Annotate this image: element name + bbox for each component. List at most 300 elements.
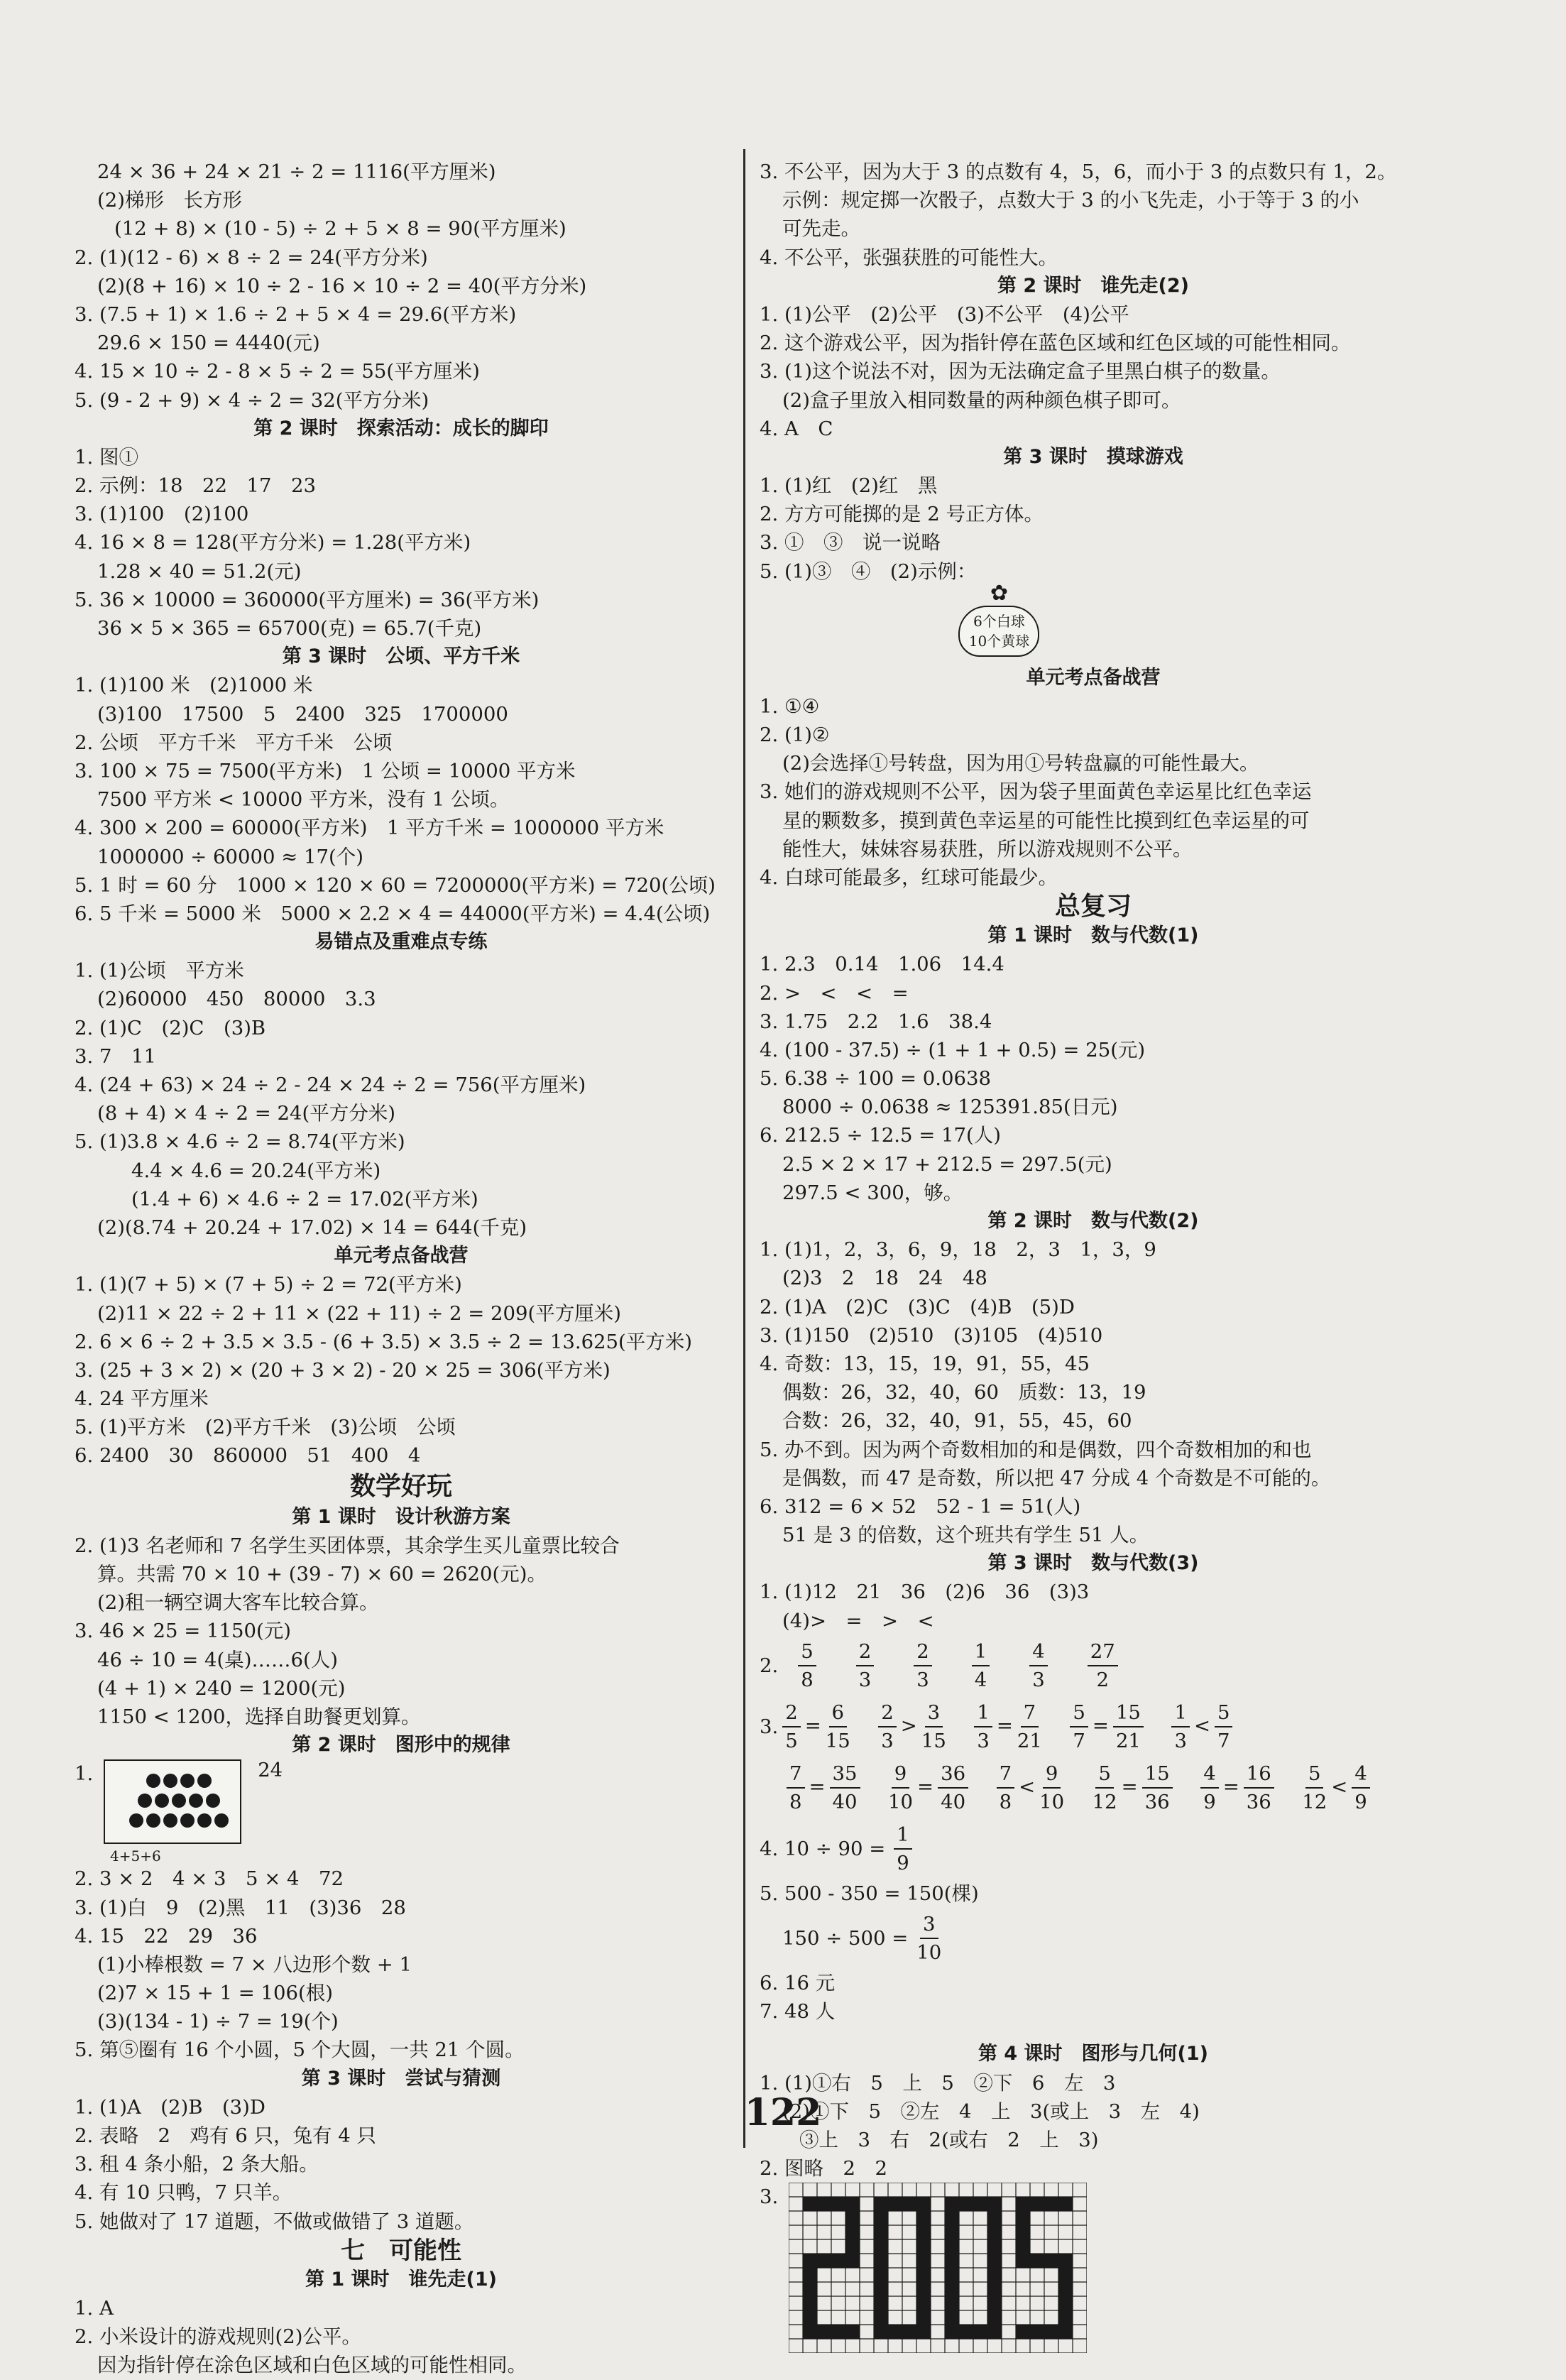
numerator: 27 — [1088, 1638, 1118, 1666]
filled-cell — [987, 2268, 1002, 2282]
answer-line: (2)60000 450 80000 3.3 — [97, 988, 376, 1011]
lesson-heading: 第 2 课时 探索活动：成长的脚印 — [253, 417, 549, 440]
answer-line: 3. ① ③ 说一说略 — [760, 531, 941, 555]
chapter-title: 总复习 — [1054, 892, 1132, 922]
answer-line: (2)①下 5 ②左 4 上 3(或上 3 左 4) — [782, 2100, 1200, 2123]
answer-line: 1. (1)12 21 36 (2)6 36 (3)3 — [760, 1581, 1090, 1604]
answer-line: 1. 2.3 0.14 1.06 14.4 — [760, 953, 1004, 976]
numerator: 7 — [997, 1760, 1015, 1789]
answer-line: (2)(8.74 + 20.24 + 17.02) × 14 = 644(千克) — [97, 1216, 527, 1239]
answer-line: 3. (25 + 3 × 2) × (20 + 3 × 2) - 20 × 25 = 306(平方米) — [75, 1358, 610, 1382]
numerator: 1 — [1171, 1699, 1190, 1727]
denominator: 15 — [825, 1729, 850, 1752]
filled-cell — [831, 2325, 845, 2339]
dot — [214, 1813, 229, 1828]
answer-line: (2)3 2 18 24 48 — [782, 1267, 987, 1290]
answer-line: 4. 10 ÷ 90 = — [760, 1837, 886, 1860]
left-column — [75, 158, 728, 2380]
answer-line: 24 × 36 + 24 × 21 ÷ 2 = 1116(平方厘米) — [97, 160, 496, 183]
numerator: 5 — [1305, 1760, 1324, 1789]
answer-line: (2)会选择①号转盘，因为用①号转盘赢的可能性最大。 — [782, 752, 1259, 775]
answer-line: (2)11 × 22 ÷ 2 + 11 × (22 + 11) ÷ 2 = 209(平方厘米) — [97, 1301, 621, 1325]
numerator: 15 — [1113, 1699, 1144, 1727]
denominator: 10 — [1039, 1790, 1065, 1813]
filled-cell — [1058, 2268, 1073, 2282]
filled-cell — [1030, 2197, 1044, 2211]
numerator: 35 — [830, 1760, 860, 1789]
fraction — [1113, 1699, 1144, 1754]
answer-line: 1. (1)①右 5 上 5 ②下 6 左 3 — [760, 2071, 1116, 2095]
answer-line: 2. 方方可能掷的是 2 号正方体。 — [760, 503, 1044, 526]
fraction — [916, 1911, 941, 1966]
denominator: 36 — [1144, 1790, 1170, 1813]
fraction-row-q2 — [760, 1635, 1427, 1696]
filled-cell — [1044, 2325, 1058, 2339]
fraction — [826, 1699, 850, 1754]
fraction-row-q3a — [760, 1696, 1427, 1757]
answer-line: 3. (1)150 (2)510 (3)105 (4)510 — [760, 1323, 1103, 1347]
answer-line: 5. 6.38 ÷ 100 = 0.0638 — [760, 1067, 991, 1091]
filled-cell — [945, 2325, 959, 2339]
answer-line: 能性大，妹妹容易获胜，所以游戏规则不公平。 — [782, 837, 1193, 861]
lesson-heading: 第 2 课时 数与代数(2) — [987, 1210, 1199, 1232]
answer-line: (3)100 17500 5 2400 325 1700000 — [97, 702, 508, 726]
answer-line: 星的颗数多，摸到黄色幸运星的可能性比摸到红色幸运星的可 — [782, 809, 1310, 832]
dot — [163, 1774, 177, 1788]
answer-line: 4. A C — [760, 417, 833, 440]
figure-caption: 4+5+6 — [110, 1847, 161, 1865]
answer-line: 7. 48 人 — [760, 2000, 836, 2024]
spacer — [760, 643, 1427, 664]
numerator: 4 — [1029, 1638, 1048, 1666]
filled-cell — [1044, 2197, 1058, 2211]
filled-cell — [987, 2282, 1002, 2296]
answer-line: 2. — [760, 1654, 779, 1677]
denominator: 3 — [1174, 1729, 1187, 1752]
answer-line: 2. (1)C (2)C (3)B — [75, 1016, 266, 1039]
answer-line: 2. (1)3 名老师和 7 名学生买团体票，其余学生买儿童票比较合 — [75, 1534, 620, 1557]
answer-line: 3. 100 × 75 = 7500(平方米) 1 公顷 = 10000 平方米 — [75, 759, 576, 782]
filled-cell — [1016, 2239, 1030, 2254]
dot — [180, 1813, 195, 1828]
dot — [197, 1813, 212, 1828]
answer-line: 6. 16 元 — [760, 1972, 836, 1994]
lesson-heading: 第 2 课时 谁先走(2) — [997, 274, 1190, 297]
filled-cell — [803, 2282, 817, 2296]
section-heading: 单元考点备战营 — [334, 1245, 469, 1267]
denominator: 7 — [1073, 1729, 1085, 1752]
fraction — [914, 1638, 932, 1693]
spacer — [760, 2026, 1427, 2040]
fraction-operator: = — [1121, 1775, 1138, 1798]
column-divider — [743, 149, 745, 2148]
fraction — [830, 1760, 860, 1816]
numerator: 1 — [894, 1821, 912, 1850]
filled-cell — [874, 2254, 888, 2268]
denominator: 3 — [858, 1668, 872, 1691]
lesson-heading: 第 3 课时 摸球游戏 — [1003, 445, 1183, 468]
filled-cell — [1030, 2254, 1044, 2268]
denominator: 40 — [832, 1790, 858, 1813]
filled-cell — [945, 2239, 959, 2254]
filled-cell — [902, 2197, 916, 2211]
fraction — [894, 1821, 912, 1877]
filled-cell — [803, 2197, 817, 2211]
lesson-heading: 第 3 课时 数与代数(3) — [987, 1552, 1199, 1575]
answer-line: 2. 示例：18 22 17 23 — [75, 474, 316, 498]
answer-line: 4. 白球可能最多，红球可能最少。 — [760, 866, 1058, 889]
lesson-heading: 第 1 课时 数与代数(1) — [987, 924, 1199, 947]
answer-line: (2)盒子里放入相同数量的两种颜色棋子即可。 — [782, 388, 1181, 412]
denominator: 12 — [1302, 1790, 1327, 1813]
answer-line: 是偶数，而 47 是奇数，所以把 47 分成 4 个奇数是不可能的。 — [782, 1466, 1331, 1490]
numerator: 4 — [1352, 1760, 1370, 1789]
denominator: 3 — [1032, 1668, 1045, 1691]
filled-cell — [817, 2254, 831, 2268]
numerator: 9 — [1043, 1760, 1061, 1789]
answer-line: 2. 表略 2 鸡有 6 只，兔有 4 只 — [75, 2124, 376, 2147]
filled-cell — [973, 2325, 987, 2339]
filled-cell — [874, 2282, 888, 2296]
answer-line: 4. 15 22 29 36 — [75, 1924, 258, 1948]
numerator: 1 — [974, 1699, 992, 1727]
filled-cell — [1058, 2296, 1073, 2310]
denominator: 9 — [1354, 1790, 1367, 1813]
dot — [197, 1774, 212, 1788]
fraction-operator — [1148, 1714, 1168, 1737]
answer-line: 4. (100 - 37.5) ÷ (1 + 1 + 0.5) = 25(元) — [760, 1038, 1146, 1061]
answer-line: (4 + 1) × 240 = 1200(元) — [97, 1676, 346, 1700]
chapter-title: 七 可能性 — [341, 2236, 461, 2265]
answer-line: 2. 小米设计的游戏规则(2)公平。 — [75, 2325, 361, 2349]
filled-cell — [831, 2254, 845, 2268]
filled-cell — [1016, 2197, 1030, 2211]
answer-line: (12 + 8) × (10 - 5) ÷ 2 + 5 × 8 = 90(平方厘米) — [114, 217, 566, 241]
answer-line: 5. (1)3.8 × 4.6 ÷ 2 = 8.74(平方米) — [75, 1130, 405, 1154]
answer-line: 3. 租 4 条小船，2 条大船。 — [75, 2153, 319, 2176]
answer-line: 1150 < 1200，选择自助餐更划算。 — [97, 1705, 421, 1728]
answer-line: 1. 图① — [75, 445, 138, 469]
filled-cell — [1058, 2197, 1073, 2211]
bag-label-yellow: 10个黄球 — [968, 632, 1030, 650]
filled-cell — [987, 2225, 1002, 2239]
denominator: 40 — [941, 1790, 966, 1813]
denominator: 4 — [974, 1668, 987, 1691]
bow-icon: ✿ — [990, 580, 1009, 606]
fraction — [798, 1638, 816, 1693]
denominator: 3 — [977, 1729, 990, 1752]
filled-cell — [987, 2239, 1002, 2254]
answer-line: 5. 500 - 350 = 150(棵) — [760, 1882, 979, 1905]
fraction — [938, 1760, 968, 1816]
answer-line: 1. (1)100 米 (2)1000 米 — [75, 674, 313, 697]
answer-line: 4. 16 × 8 = 128(平方分米) = 1.28(平方米) — [75, 531, 471, 555]
answer-line: 6. 312 = 6 × 52 52 - 1 = 51(人) — [760, 1495, 1081, 1518]
fraction-operator: > — [900, 1714, 917, 1737]
bag-label-white: 6个白球 — [973, 612, 1025, 630]
filled-cell — [945, 2296, 959, 2310]
fraction-row-q3b — [760, 1757, 1427, 1818]
numerator: 5 — [1070, 1699, 1088, 1727]
answer-line: (2)梯形 长方形 — [97, 189, 242, 212]
answer-line: 2. (1)A (2)C (3)C (4)B (5)D — [760, 1295, 1075, 1319]
fraction — [921, 1699, 946, 1754]
denominator: 10 — [888, 1790, 914, 1813]
answer-line: 2. 图略 2 2 — [760, 2157, 887, 2180]
filled-cell — [874, 2225, 888, 2239]
filled-cell — [845, 2225, 860, 2239]
answer-line: 6. 2400 30 860000 51 400 4 — [75, 1444, 421, 1468]
grid-art-figure — [789, 2183, 1087, 2356]
answer-line: 24 — [258, 1759, 283, 1782]
answer-line: 4. 15 × 10 ÷ 2 - 8 × 5 ÷ 2 = 55(平方厘米) — [75, 360, 480, 383]
filled-cell — [817, 2325, 831, 2339]
denominator: 15 — [921, 1729, 946, 1752]
filled-cell — [987, 2254, 1002, 2268]
fraction — [782, 1699, 801, 1754]
filled-cell — [845, 2325, 860, 2339]
answer-line: 6. 5 千米 = 5000 米 5000 × 2.2 × 4 = 44000(平方米) = 4.4(公顷) — [75, 902, 711, 925]
filled-cell — [945, 2211, 959, 2225]
filled-cell — [987, 2296, 1002, 2310]
numerator: 5 — [1215, 1699, 1233, 1727]
filled-cell — [874, 2268, 888, 2282]
answer-line: 29.6 × 150 = 4440(元) — [97, 332, 320, 355]
numerator: 5 — [798, 1638, 816, 1666]
fraction-operator — [973, 1775, 992, 1798]
answer-line: 4.4 × 4.6 = 20.24(平方米) — [131, 1159, 381, 1182]
filled-cell — [874, 2310, 888, 2325]
denominator: 21 — [1115, 1729, 1141, 1752]
answer-line: 5. (9 - 2 + 9) × 4 ÷ 2 = 32(平方分米) — [75, 388, 429, 412]
answer-line: 2.5 × 2 × 17 + 212.5 = 297.5(元) — [782, 1152, 1112, 1176]
fraction — [787, 1760, 805, 1816]
denominator: 3 — [881, 1729, 894, 1752]
answer-line: 5. 第⑤圈有 16 个小圆，5 个大圆，一共 21 个圆。 — [75, 2038, 525, 2062]
fraction-operator: = — [809, 1775, 826, 1798]
answer-line: 2. (1)(12 - 6) × 8 ÷ 2 = 24(平方分米) — [75, 246, 428, 269]
answer-line: 1. (1)公平 (2)公平 (3)不公平 (4)公平 — [760, 302, 1129, 326]
fraction — [972, 1638, 990, 1693]
fraction-row-q4 — [760, 1818, 1427, 1879]
filled-cell — [959, 2325, 973, 2339]
filled-cell — [874, 2197, 888, 2211]
fraction — [1352, 1760, 1370, 1816]
filled-cell — [973, 2197, 987, 2211]
dot — [138, 1794, 152, 1808]
answer-line: 算。共需 70 × 10 + (39 - 7) × 60 = 2620(元)。 — [97, 1563, 547, 1585]
denominator: 2 — [1096, 1668, 1109, 1691]
fraction — [1093, 1760, 1117, 1816]
denominator: 3 — [916, 1668, 929, 1691]
numerator: 36 — [938, 1760, 968, 1789]
filled-cell — [902, 2325, 916, 2339]
fraction — [888, 1760, 913, 1816]
answer-line: (8 + 4) × 4 ÷ 2 = 24(平方分米) — [97, 1102, 395, 1125]
right-column — [760, 158, 1427, 2360]
numerator: 15 — [1142, 1760, 1173, 1789]
filled-cell — [945, 2310, 959, 2325]
filled-cell — [888, 2325, 902, 2339]
fraction-operator — [951, 1714, 970, 1737]
answer-line: 1000000 ÷ 60000 ≈ 17(个) — [97, 845, 363, 868]
answer-line: 3. 不公平，因为大于 3 的点数有 4，5，6，而小于 3 的点数只有 1，2。 — [760, 160, 1397, 183]
fraction — [1244, 1760, 1274, 1816]
lesson-heading: 第 1 课时 谁先走(1) — [305, 2268, 498, 2291]
filled-cell — [945, 2282, 959, 2296]
filled-cell — [817, 2197, 831, 2211]
dot — [146, 1774, 160, 1788]
answer-line: 合数：26，32，40，91，55，45，60 — [782, 1409, 1132, 1433]
dot-pattern-figure — [104, 1759, 241, 1844]
fraction — [997, 1760, 1015, 1816]
filled-cell — [874, 2239, 888, 2254]
numerator: 7 — [1021, 1699, 1039, 1727]
fraction-operator: < — [1193, 1714, 1210, 1737]
denominator: 9 — [897, 1851, 909, 1874]
filled-cell — [874, 2325, 888, 2339]
fraction — [1302, 1760, 1327, 1816]
section-heading: 单元考点备战营 — [1026, 666, 1161, 689]
dot — [180, 1774, 195, 1788]
answer-line: 2. 3 × 2 4 × 3 5 × 4 72 — [75, 1867, 344, 1891]
numerator: 16 — [1244, 1760, 1274, 1789]
filled-cell — [845, 2254, 860, 2268]
answer-line: 5. 她做对了 17 道题，不做或做错了 3 道题。 — [75, 2210, 474, 2233]
filled-cell — [916, 2310, 931, 2325]
answer-line: 297.5 < 300，够。 — [782, 1181, 963, 1204]
answer-line: 3. — [760, 1715, 779, 1738]
answer-line: 5. (1)③ ④ (2)示例： — [760, 559, 977, 583]
filled-cell — [987, 2310, 1002, 2325]
answer-line: 4. 24 平方厘米 — [75, 1387, 209, 1411]
fraction — [1215, 1699, 1233, 1754]
answer-line: 3. 1.75 2.2 1.6 38.4 — [760, 1010, 992, 1033]
filled-cell — [803, 2296, 817, 2310]
grid-2005-figure — [789, 2183, 1087, 2353]
denominator: 5 — [785, 1729, 798, 1752]
answer-line: 4. 有 10 只鸭，7 只羊。 — [75, 2181, 292, 2205]
answer-line: (1)小棒根数 = 7 × 八边形个数 + 1 — [97, 1953, 412, 1976]
fraction-operator — [1177, 1775, 1197, 1798]
fraction-operator: = — [804, 1714, 821, 1737]
numerator: 6 — [829, 1699, 848, 1727]
denominator: 7 — [1217, 1729, 1230, 1752]
filled-cell — [945, 2197, 959, 2211]
filled-cell — [1016, 2254, 1030, 2268]
answer-line: 5. 办不到。因为两个奇数相加的和是偶数，四个奇数相加的和也 — [760, 1438, 1312, 1461]
lesson-heading: 第 1 课时 设计秋游方案 — [292, 1505, 510, 1528]
answer-line: (4)> = > < — [782, 1609, 934, 1632]
filled-cell — [916, 2282, 931, 2296]
answer-line: 1. (1)红 (2)红 黑 — [760, 474, 938, 498]
fraction — [1200, 1760, 1219, 1816]
answer-line: ③上 3 右 2(或右 2 上 3) — [799, 2128, 1099, 2151]
filled-cell — [1044, 2254, 1058, 2268]
bag-body — [958, 606, 1039, 657]
fraction — [1039, 1760, 1064, 1816]
answer-line: 5. 1 时 = 60 分 1000 × 120 × 60 = 7200000(平方米) = 720(公顷) — [75, 873, 716, 897]
ball-bag-figure — [958, 582, 1039, 657]
filled-cell — [987, 2325, 1002, 2339]
answer-line: 36 × 5 × 365 = 65700(克) = 65.7(千克) — [97, 617, 482, 640]
filled-cell — [987, 2197, 1002, 2211]
denominator: 12 — [1092, 1790, 1117, 1813]
numerator: 3 — [925, 1699, 943, 1727]
lesson-heading: 第 3 课时 尝试与猜测 — [301, 2067, 501, 2090]
answer-line: 8000 ÷ 0.0638 ≈ 125391.85(日元) — [782, 1096, 1118, 1119]
fraction — [1029, 1638, 1048, 1693]
answer-line: 4. 不公平，张强获胜的可能性大。 — [760, 246, 1058, 269]
answer-line: 1. ①④ — [760, 694, 820, 718]
dot — [129, 1813, 143, 1828]
fraction — [1017, 1699, 1042, 1754]
filled-cell — [1030, 2325, 1044, 2339]
numerator: 2 — [782, 1699, 801, 1727]
dot — [172, 1794, 186, 1808]
filled-cell — [916, 2211, 931, 2225]
denominator: 8 — [789, 1790, 802, 1813]
page-number: 122 — [744, 2091, 822, 2134]
answer-line: 7500 平方米 < 10000 平方米，没有 1 公顷。 — [97, 788, 510, 812]
denominator: 8 — [999, 1790, 1012, 1813]
filled-cell — [1058, 2325, 1073, 2339]
filled-cell — [916, 2325, 931, 2339]
answer-line: 1. (1)A (2)B (3)D — [75, 2095, 265, 2119]
fraction-operator: < — [1019, 1775, 1036, 1798]
fraction-operator — [1068, 1775, 1088, 1798]
answer-line: 2. (1)② — [760, 724, 830, 746]
answer-line: (2)(8 + 16) × 10 ÷ 2 - 16 × 10 ÷ 2 = 40(平方分米) — [97, 274, 587, 298]
fraction — [1088, 1638, 1118, 1693]
answer-line: 4. 奇数：13，15，19，91，55，45 — [760, 1352, 1090, 1375]
filled-cell — [831, 2197, 845, 2211]
answer-line: 3. 46 × 25 = 1150(元) — [75, 1620, 291, 1643]
chapter-title: 数学好玩 — [349, 1471, 452, 1501]
fraction-row-q5 — [760, 1908, 1427, 1969]
answer-line: 3. 她们的游戏规则不公平，因为袋子里面黄色幸运星比红色幸运 — [760, 780, 1312, 804]
fraction — [1070, 1699, 1088, 1754]
answer-line: 150 ÷ 500 = — [782, 1927, 909, 1950]
answer-line: 3. 7 11 — [75, 1044, 156, 1068]
fraction-operator: = — [1092, 1714, 1109, 1737]
filled-cell — [803, 2310, 817, 2325]
answer-line: 3. (1)这个说法不对，因为无法确定盒子里黑白棋子的数量。 — [760, 360, 1281, 383]
lesson-heading: 第 4 课时 图形与几何(1) — [978, 2043, 1209, 2065]
numerator: 1 — [972, 1638, 990, 1666]
answer-line: 2. 6 × 6 ÷ 2 + 3.5 × 3.5 - (6 + 3.5) × 3.5 ÷ 2 = 13.625(平方米) — [75, 1330, 693, 1353]
answer-line: 1. A — [75, 2296, 114, 2320]
denominator: 9 — [1203, 1790, 1216, 1813]
numerator: 3 — [920, 1911, 938, 1939]
filled-cell — [803, 2325, 817, 2339]
answer-line: (2)租一辆空调大客车比较合算。 — [97, 1591, 379, 1615]
answer-line: 2. 公顷 平方千米 平方千米 公顷 — [75, 731, 393, 754]
answer-line: 3. — [760, 2185, 779, 2209]
fraction-operator — [855, 1714, 875, 1737]
filled-cell — [916, 2254, 931, 2268]
answer-line: 示例：规定掷一次骰子，点数大于 3 的小飞先走，小于等于 3 的小 — [782, 189, 1359, 212]
fraction-group — [778, 1638, 1138, 1693]
filled-cell — [945, 2268, 959, 2282]
fraction-operator — [1046, 1714, 1066, 1737]
dot — [206, 1794, 220, 1808]
answer-line: 46 ÷ 10 = 4(桌)……6(人) — [97, 1648, 338, 1671]
fraction-operator — [1278, 1775, 1298, 1798]
denominator: 10 — [916, 1941, 942, 1964]
filled-cell — [1016, 2211, 1030, 2225]
fraction-operator: < — [1331, 1775, 1348, 1798]
